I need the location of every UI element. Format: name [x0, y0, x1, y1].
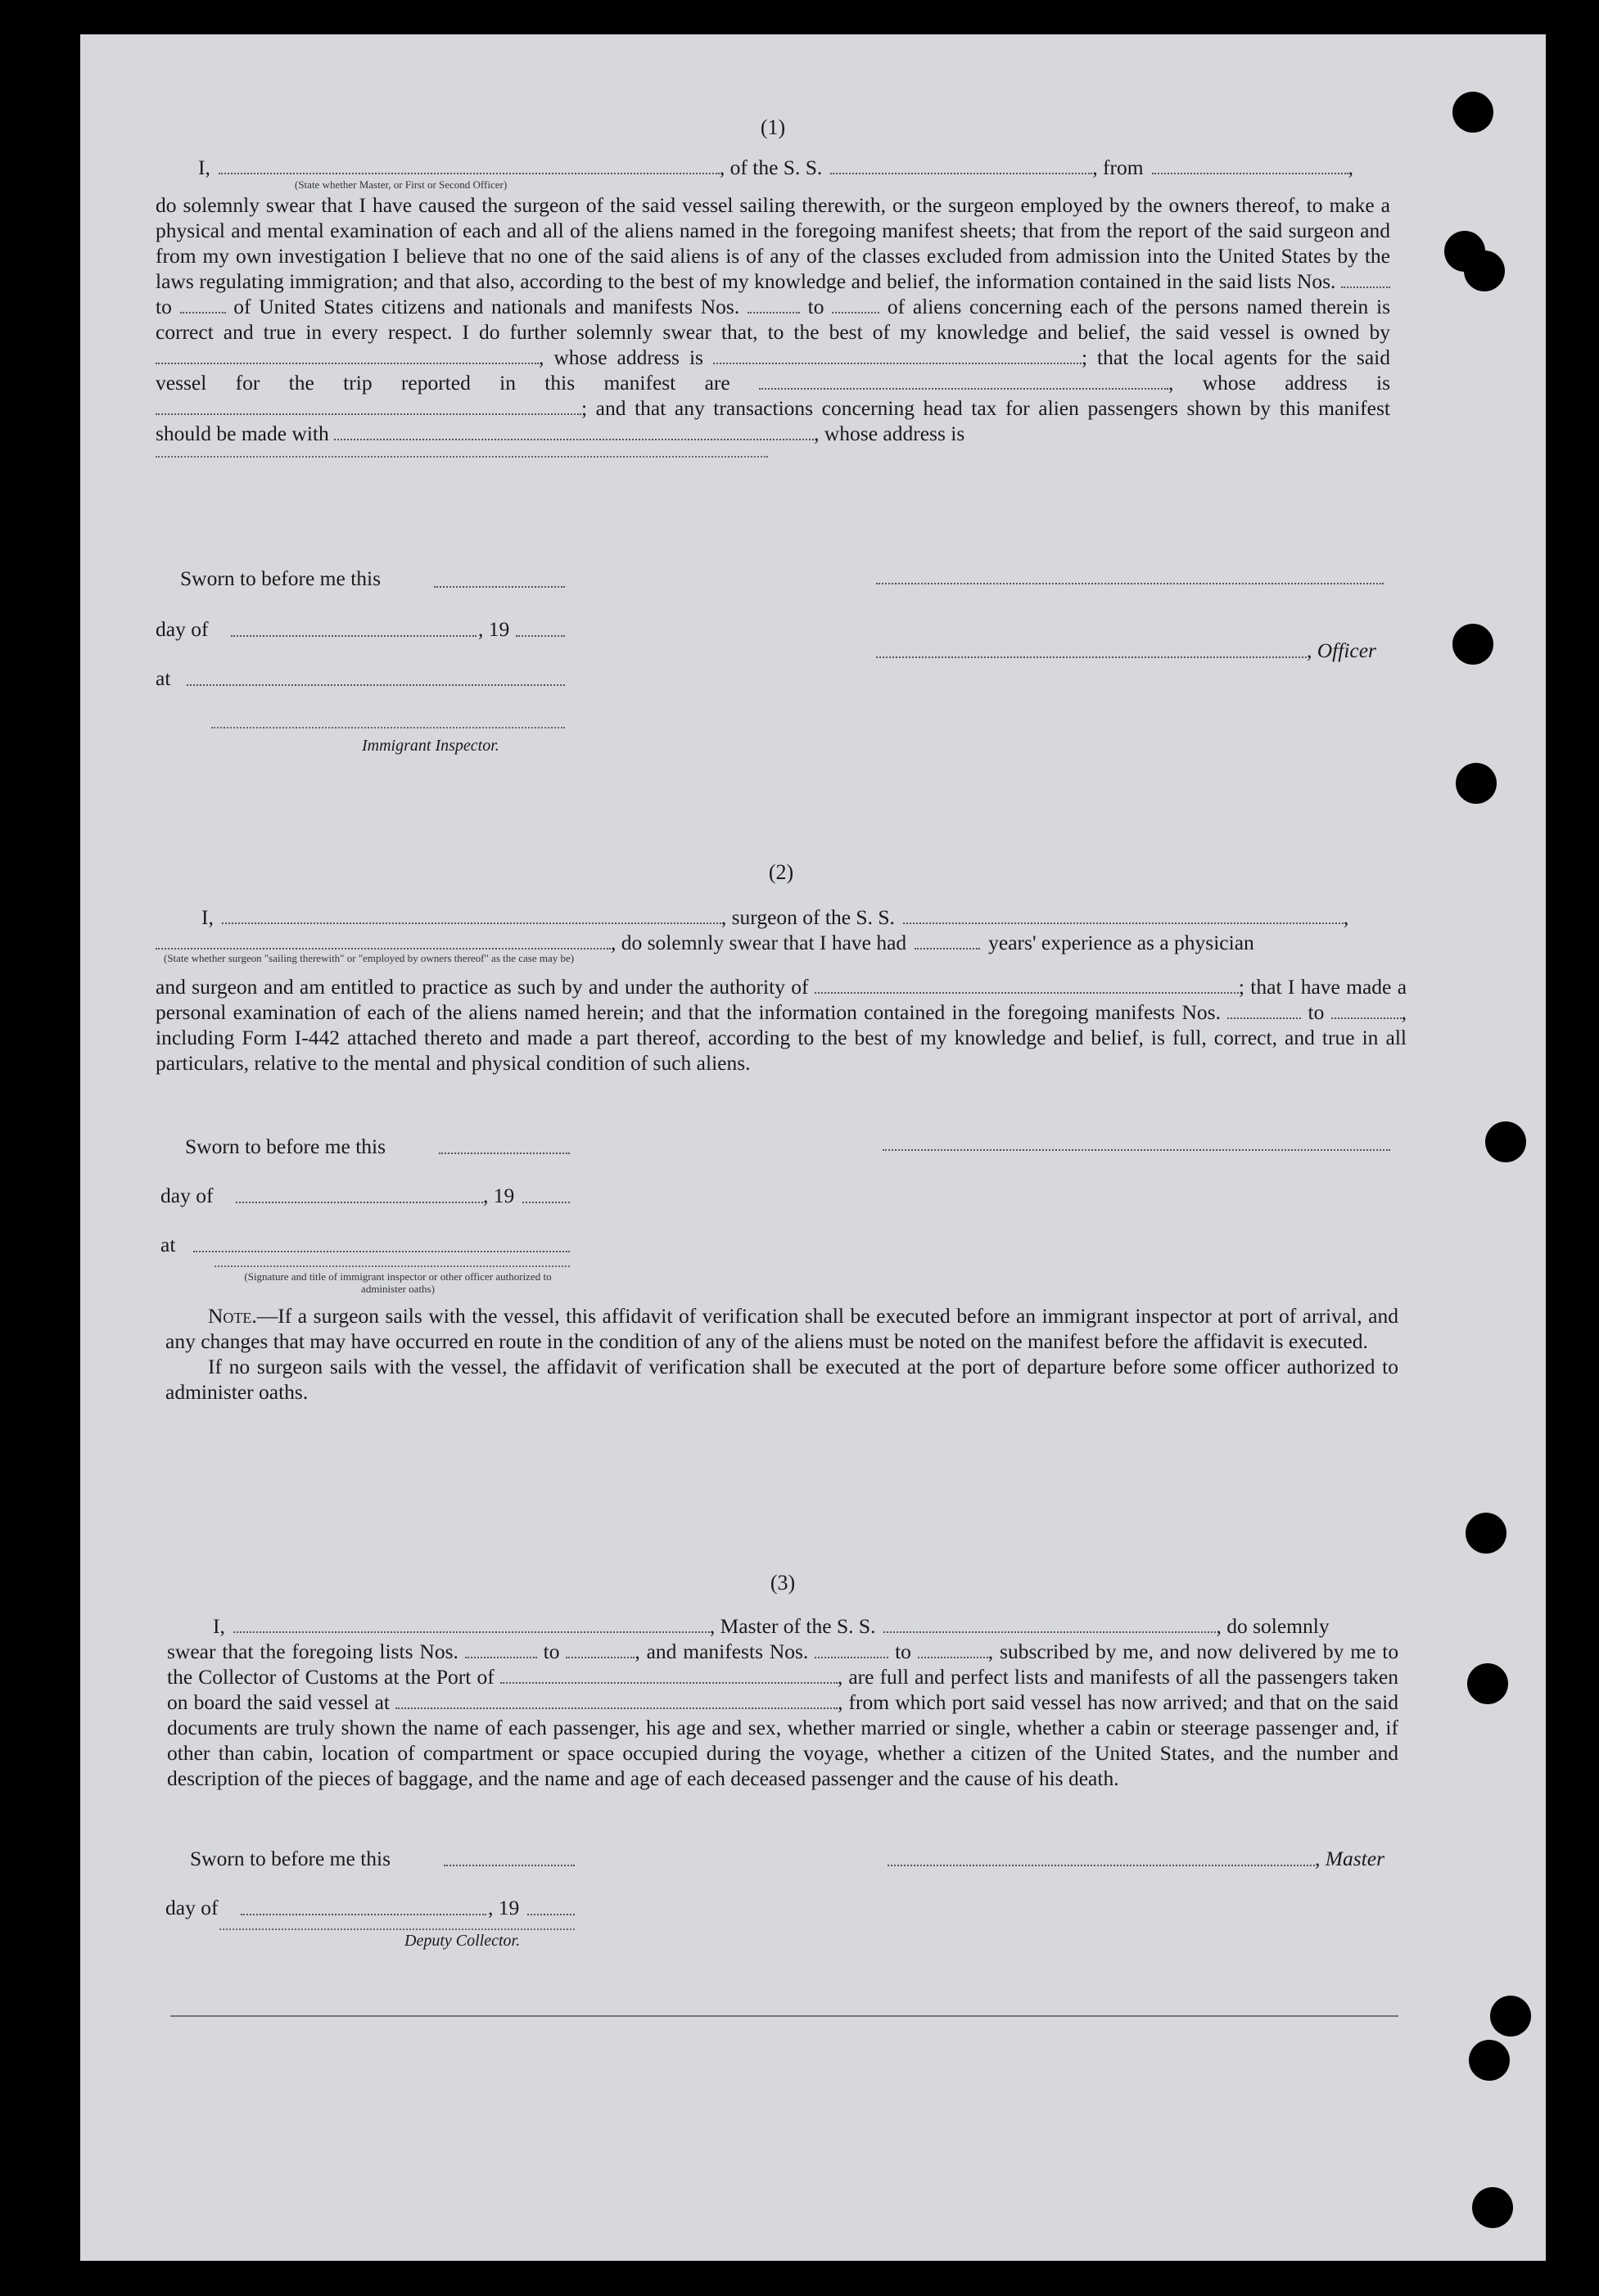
- aliens-text: of aliens concerning each of the persons named therein is correct and true in every respect. I do further solemnly swear that, to the best of my knowledge and belief, the said vessel is owned by: [156, 295, 1390, 344]
- and-manifests-text: , and manifests Nos.: [635, 1640, 809, 1663]
- head-tax-address-field[interactable]: [156, 451, 768, 458]
- agent-address-field[interactable]: [156, 399, 581, 415]
- text-semicolon: ;: [1081, 345, 1088, 369]
- list-from-field[interactable]: [1341, 272, 1390, 288]
- officer-name-field[interactable]: [219, 158, 720, 174]
- inspector-signature-field[interactable]: [215, 1261, 570, 1267]
- port-from-field[interactable]: [1152, 158, 1348, 174]
- list-to-field[interactable]: [180, 297, 226, 314]
- form-sheet: [80, 34, 1546, 2261]
- at-label: at: [156, 666, 171, 690]
- text-to: to: [807, 295, 824, 318]
- sworn-label: Sworn to before me this: [180, 566, 382, 590]
- punch-hole: [1452, 92, 1493, 133]
- master-signature-field[interactable]: [888, 1850, 1315, 1866]
- text-from: , from: [1092, 156, 1144, 179]
- manifest-to-field[interactable]: [918, 1642, 988, 1658]
- day-of-label: day of: [156, 617, 209, 641]
- text-comma: ,: [1343, 905, 1349, 929]
- affidavit-section-2: [156, 859, 1407, 1076]
- year-prefix: , 19: [478, 617, 510, 641]
- port-of-embarkation-field[interactable]: [395, 1693, 838, 1709]
- year-field[interactable]: [527, 1899, 575, 1915]
- text-comma: ,: [1168, 371, 1174, 395]
- sworn-day-field[interactable]: [434, 571, 565, 588]
- vessel-name-field[interactable]: [883, 1617, 1216, 1633]
- section-number: (1): [760, 115, 786, 139]
- punch-hole: [1466, 1513, 1506, 1554]
- section-number: (3): [770, 1571, 796, 1595]
- authority-field[interactable]: [815, 977, 1239, 994]
- day-of-field[interactable]: [231, 620, 477, 637]
- head-tax-text: ; and that any transactions concerning head tax for alien passengers shown by this manifest should be made with: [156, 396, 1390, 445]
- full-perfect-text: , are full and perfect lists and: [837, 1665, 1084, 1689]
- sworn-label: Sworn to before me this: [185, 1134, 386, 1158]
- oath-body-text: do solemnly swear that I have caused the surgeon of the said vessel sailing therewith, or the surgeon employed by the owners thereof, to make a physical and mental examination of each and all of the aliens named in the foregoing manifest sheets; that from the report of the said surgeon and from my own investigation I believe that no one of the said aliens is of any of the classes excluded from admission into the United States by the laws regulating immigration; and that also, according to the best of my knowledge and belief, the information contained in the said lists Nos.: [156, 193, 1390, 293]
- punch-hole: [1452, 624, 1493, 665]
- examination-text: that I have made a personal examination of each of the aliens named herein; and that the information contained in the foregoing manifests Nos.: [156, 975, 1407, 1024]
- surgeon-name-field[interactable]: [222, 908, 721, 924]
- including-text: , including Form I-442 attached thereto and made a part thereof, according to the best of my knowledge and belief, is full, correct, and true in all particulars, relative to the mental and physical condition of such aliens.: [156, 1000, 1407, 1075]
- manifest-from-field[interactable]: [815, 1642, 888, 1658]
- text-to: to: [156, 295, 172, 318]
- text-to: to: [1308, 1000, 1325, 1024]
- day-of-label: day of: [165, 1896, 219, 1919]
- surgeon-caption: (State whether surgeon "sailing therewith" or "employed by owners thereof" as the case may be): [164, 952, 575, 964]
- agent-address-label: whose address is: [1202, 371, 1391, 395]
- collector-label: Deputy Collector.: [404, 1932, 521, 1950]
- text-of-the-ss: , of the S. S.: [719, 156, 823, 179]
- master-of-text: , Master of the S. S.: [709, 1614, 876, 1638]
- bottom-rule: [170, 2015, 1398, 2017]
- solemnly-text: , do solemnly: [1216, 1614, 1330, 1638]
- day-of-label: day of: [160, 1184, 214, 1207]
- at-place-field[interactable]: [187, 670, 565, 686]
- note-label: Note.: [208, 1304, 257, 1328]
- affidavit-section-1: [156, 115, 1390, 458]
- text-comma: ,: [1348, 156, 1353, 179]
- punch-hole: [1456, 763, 1497, 804]
- year-prefix: , 19: [488, 1896, 520, 1919]
- whose-address-text: , whose address is: [814, 422, 965, 445]
- passenger-details-text: port said vessel has now arrived; and that on the said documents are truly shown the name of each passenger, his age and sex, whether married or single, whether a cabin or steerage passenger and, if other than cabin, location of compartment or space occupied during the voyage, whether a citizen of the United States, and the number and description of the pieces of baggage, and the name and age of each deceased passenger and the cause of his death.: [167, 1690, 1399, 1790]
- signature-caption: (Signature and title of immigrant inspector or other officer authorized to administer oaths): [244, 1270, 552, 1295]
- citizens-text: of United States citizens and nationals and manifests Nos.: [233, 295, 740, 318]
- punch-hole: [1469, 2040, 1510, 2081]
- text-i: I,: [201, 905, 214, 929]
- year-field[interactable]: [516, 620, 565, 637]
- subscribed-text: , subscribed by me, and now: [987, 1640, 1233, 1663]
- sworn-day-field[interactable]: [439, 1138, 570, 1154]
- vessel-name-field[interactable]: [830, 158, 1092, 174]
- punch-hole: [1490, 1996, 1531, 2037]
- collector-signature-field[interactable]: [219, 1924, 575, 1930]
- master-name-field[interactable]: [233, 1617, 710, 1633]
- year-prefix: , 19: [483, 1184, 515, 1207]
- text-i: I,: [213, 1614, 225, 1638]
- punch-hole: [1472, 2187, 1513, 2228]
- sworn-label: Sworn to before me this: [190, 1847, 391, 1870]
- inspector-signature-field[interactable]: [211, 722, 565, 728]
- text-to: to: [543, 1640, 560, 1663]
- text-i: I,: [198, 156, 210, 179]
- port-of-customs-field[interactable]: [500, 1667, 838, 1684]
- officer-signature-field[interactable]: [876, 568, 1384, 584]
- year-field[interactable]: [522, 1187, 570, 1203]
- whose-address-text: , whose address is: [539, 345, 703, 369]
- day-of-field[interactable]: [241, 1899, 486, 1915]
- manifests-of-text: manifests of all the passengers taken on board the said vessel at: [167, 1665, 1398, 1714]
- text-to: to: [895, 1640, 911, 1663]
- inspector-label: Immigrant Inspector.: [362, 737, 499, 755]
- list-to-field[interactable]: [566, 1642, 635, 1658]
- text-semicolon: ;: [1238, 975, 1244, 999]
- affidavit-section-3: [167, 1570, 1398, 1791]
- punch-hole: [1467, 1663, 1508, 1704]
- section-number: (2): [768, 860, 794, 884]
- officer-name-sign-field[interactable]: [876, 642, 1307, 658]
- surgeon-of-text: , surgeon of the S. S.: [720, 905, 895, 929]
- agents-field[interactable]: [759, 373, 1168, 390]
- head-tax-contact-field[interactable]: [334, 424, 814, 440]
- officer-caption: (State whether Master, or First or Second Officer): [295, 178, 508, 191]
- years-text: years' experience as a physician: [988, 931, 1254, 954]
- years-field[interactable]: [915, 933, 980, 950]
- surgeon-signature-field[interactable]: [883, 1134, 1390, 1151]
- at-label: at: [160, 1233, 176, 1256]
- note-text: —If a surgeon sails with the vessel, this affidavit of verification shall be executed before an immigrant inspector at port of arrival, and any changes that may have occurred en route in the condition of any of the aliens must be noted on the manifest before the affidavit is executed.: [165, 1304, 1398, 1353]
- punch-hole: [1485, 1121, 1526, 1162]
- manifest-from-field[interactable]: [748, 297, 800, 314]
- master-label: , Master: [1315, 1847, 1384, 1870]
- owner-field[interactable]: [156, 348, 539, 364]
- manifest-to-field[interactable]: [1331, 1003, 1402, 1019]
- day-of-field[interactable]: [236, 1187, 483, 1203]
- authority-text: and surgeon and am entitled to practice as such by and under the authority of: [156, 975, 809, 999]
- surgeon-status-field[interactable]: [156, 933, 611, 950]
- agents-text: that the local agents for the said vessel for the trip reported in this manifest are: [156, 345, 1390, 395]
- manifest-from-field[interactable]: [1227, 1003, 1301, 1019]
- note-2-text: If no surgeon sails with the vessel, the affidavit of verification shall be executed at the port of departure before some officer authorized to administer oaths.: [165, 1355, 1398, 1404]
- owner-address-field[interactable]: [713, 348, 1082, 364]
- sworn-day-field[interactable]: [444, 1850, 575, 1866]
- delivered-text: delivered by me to the Collector of Customs at the Port of: [167, 1640, 1399, 1689]
- vessel-name-field[interactable]: [903, 908, 1344, 924]
- manifest-to-field[interactable]: [832, 297, 879, 314]
- from-which-text: , from which: [838, 1690, 946, 1714]
- list-from-field[interactable]: [465, 1642, 537, 1658]
- note-block: [165, 1303, 1398, 1405]
- officer-label: , Officer: [1307, 638, 1376, 662]
- at-place-field[interactable]: [193, 1236, 570, 1252]
- swear-lists-text: swear that the foregoing lists Nos.: [167, 1640, 458, 1663]
- punch-hole: [1464, 250, 1505, 291]
- swear-text: , do solemnly swear that I have had: [611, 931, 907, 954]
